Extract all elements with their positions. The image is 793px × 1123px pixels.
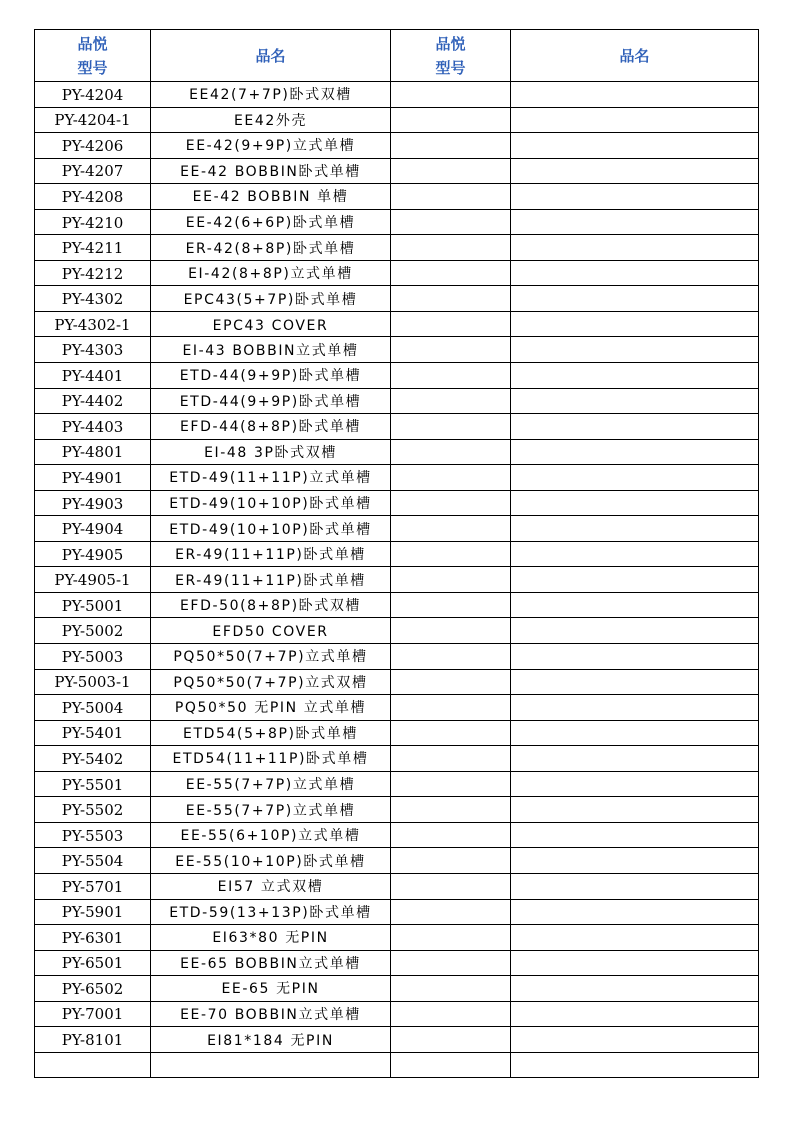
- model-text: PY-4303: [61, 341, 124, 360]
- table-row: [35, 771, 759, 797]
- name2-cell: [511, 1052, 759, 1078]
- name-text: EE-70 BOBBIN立式单槽: [180, 1006, 361, 1023]
- name-cell: [151, 899, 391, 925]
- model-cell: [35, 414, 151, 440]
- table-row: [35, 388, 759, 414]
- model-cell: [35, 541, 151, 567]
- name2-cell: [511, 158, 759, 184]
- model-text: PY-5503: [61, 826, 124, 845]
- model2-cell: [391, 669, 511, 695]
- name-text: ER-49(11+11P)卧式单槽: [175, 572, 366, 589]
- header-model2-top: 品悦: [435, 34, 466, 53]
- name-text: EE-42 BOBBIN卧式单槽: [180, 163, 361, 180]
- name-text: EI-43 BOBBIN立式单槽: [182, 342, 359, 359]
- model2-cell: [391, 133, 511, 159]
- model2-cell: [391, 873, 511, 899]
- name2-cell: [511, 746, 759, 772]
- model2-cell: [391, 644, 511, 670]
- name2-cell: [511, 976, 759, 1002]
- header-row: [35, 30, 759, 82]
- name-text: ETD-49(10+10P)卧式单槽: [169, 521, 372, 538]
- model-text: PY-5001: [61, 596, 124, 615]
- model2-cell: [391, 720, 511, 746]
- name2-cell: [511, 388, 759, 414]
- name-cell: [151, 1027, 391, 1053]
- model-text: PY-4401: [61, 366, 124, 385]
- name2-cell: [511, 465, 759, 491]
- table-row: [35, 363, 759, 389]
- table-row: [35, 465, 759, 491]
- model-cell: [35, 337, 151, 363]
- model-text: PY-6501: [61, 954, 124, 973]
- model2-cell: [391, 388, 511, 414]
- name2-cell: [511, 925, 759, 951]
- name-cell: [151, 82, 391, 108]
- model-text: PY-5003-1: [54, 673, 131, 692]
- name-cell: [151, 158, 391, 184]
- header-model-cell: [35, 30, 151, 82]
- model-text: PY-5004: [61, 698, 124, 717]
- name-cell: [151, 592, 391, 618]
- name2-cell: [511, 771, 759, 797]
- model2-cell: [391, 695, 511, 721]
- model-cell: [35, 311, 151, 337]
- model2-cell: [391, 950, 511, 976]
- name-cell: [151, 311, 391, 337]
- model2-cell: [391, 771, 511, 797]
- name-cell: [151, 567, 391, 593]
- name-text: EI-42(8+8P)立式单槽: [188, 266, 353, 283]
- name-cell: [151, 465, 391, 491]
- name2-cell: [511, 644, 759, 670]
- model-cell: [35, 465, 151, 491]
- name2-cell: [511, 235, 759, 261]
- model2-cell: [391, 541, 511, 567]
- name2-cell: [511, 1027, 759, 1053]
- name-cell: [151, 286, 391, 312]
- model-text: PY-4204: [61, 85, 124, 104]
- name-cell: [151, 1052, 391, 1078]
- name-text: EE-42 BOBBIN 单槽: [192, 189, 349, 206]
- name-text: EE-55(10+10P)卧式单槽: [175, 853, 366, 870]
- model-text: PY-4302: [61, 290, 124, 309]
- model-cell: [35, 822, 151, 848]
- table-row: [35, 107, 759, 133]
- name2-cell: [511, 490, 759, 516]
- model-text: PY-5701: [61, 877, 124, 896]
- table-row: [35, 669, 759, 695]
- name2-cell: [511, 184, 759, 210]
- name-cell: [151, 873, 391, 899]
- table-row: [35, 695, 759, 721]
- name-cell: [151, 771, 391, 797]
- table-row: [35, 490, 759, 516]
- name-text: ER-42(8+8P)卧式单槽: [185, 240, 356, 257]
- table-row: [35, 235, 759, 261]
- name2-cell: [511, 541, 759, 567]
- header-model2-bottom: 型号: [435, 58, 466, 77]
- model-cell: [35, 644, 151, 670]
- table-row: [35, 541, 759, 567]
- name-cell: [151, 260, 391, 286]
- model-text: PY-5401: [61, 724, 124, 743]
- name-text: EPC43(5+7P)卧式单槽: [183, 291, 358, 308]
- header-model-bottom: 型号: [77, 58, 108, 77]
- model-text: PY-4904: [61, 520, 124, 539]
- name2-cell: [511, 363, 759, 389]
- name-text: EFD-44(8+8P)卧式单槽: [179, 419, 362, 436]
- name-cell: [151, 490, 391, 516]
- table-row: [35, 822, 759, 848]
- table-row: [35, 158, 759, 184]
- name-text: EE42(7+7P)卧式双槽: [189, 87, 352, 104]
- name-text: EE-55(6+10P)立式单槽: [180, 828, 361, 845]
- model-cell: [35, 925, 151, 951]
- name-cell: [151, 976, 391, 1002]
- name-text: EI-48 3P卧式双槽: [204, 444, 337, 461]
- model-cell: [35, 235, 151, 261]
- model-cell: [35, 439, 151, 465]
- name-cell: [151, 669, 391, 695]
- name-cell: [151, 848, 391, 874]
- name-text: EI63*80 无PIN: [212, 930, 329, 947]
- table-row: [35, 414, 759, 440]
- name2-cell: [511, 592, 759, 618]
- name-text: PQ50*50 无PIN 立式单槽: [174, 700, 367, 717]
- table-row: [35, 286, 759, 312]
- name2-cell: [511, 133, 759, 159]
- model-text: PY-6502: [61, 979, 124, 998]
- model2-cell: [391, 1001, 511, 1027]
- name2-cell: [511, 899, 759, 925]
- name-text: ETD-44(9+9P)卧式单槽: [179, 393, 362, 410]
- model-text: PY-5002: [61, 622, 124, 641]
- name-cell: [151, 746, 391, 772]
- table-row: [35, 644, 759, 670]
- name2-cell: [511, 414, 759, 440]
- model-text: PY-4207: [61, 162, 124, 181]
- name-cell: [151, 695, 391, 721]
- model-cell: [35, 184, 151, 210]
- name-cell: [151, 235, 391, 261]
- table-row: [35, 311, 759, 337]
- model2-cell: [391, 209, 511, 235]
- name2-cell: [511, 82, 759, 108]
- table-row: [35, 746, 759, 772]
- name-cell: [151, 822, 391, 848]
- model-cell: [35, 1052, 151, 1078]
- model-text: PY-5402: [61, 749, 124, 768]
- name-cell: [151, 1001, 391, 1027]
- model2-cell: [391, 311, 511, 337]
- name-text: ER-49(11+11P)卧式单槽: [175, 547, 366, 564]
- name-cell: [151, 797, 391, 823]
- table-row: [35, 925, 759, 951]
- model-text: PY-4801: [61, 443, 124, 462]
- header-name2: 品名: [619, 46, 650, 65]
- model-cell: [35, 1027, 151, 1053]
- model-cell: [35, 669, 151, 695]
- name2-cell: [511, 260, 759, 286]
- model2-cell: [391, 107, 511, 133]
- table-row: [35, 1001, 759, 1027]
- name-cell: [151, 644, 391, 670]
- model-text: PY-6301: [61, 928, 124, 947]
- model-text: PY-4302-1: [54, 315, 131, 334]
- model-text: PY-5504: [61, 852, 124, 871]
- table-row: [35, 439, 759, 465]
- model2-cell: [391, 260, 511, 286]
- model-cell: [35, 286, 151, 312]
- name2-cell: [511, 1001, 759, 1027]
- model-cell: [35, 1001, 151, 1027]
- model2-cell: [391, 490, 511, 516]
- model2-cell: [391, 286, 511, 312]
- model-text: PY-4403: [61, 417, 124, 436]
- model-cell: [35, 592, 151, 618]
- table-row: [35, 873, 759, 899]
- name-text: PQ50*50(7+7P)立式单槽: [173, 649, 368, 666]
- name-text: EFD-50(8+8P)卧式双槽: [179, 598, 362, 615]
- model2-cell: [391, 465, 511, 491]
- model-cell: [35, 516, 151, 542]
- model-text: PY-5501: [61, 775, 124, 794]
- model-text: PY-5502: [61, 801, 124, 820]
- model2-cell: [391, 746, 511, 772]
- name-text: EE-42(6+6P)卧式单槽: [185, 215, 356, 231]
- model2-cell: [391, 337, 511, 363]
- name-cell: [151, 133, 391, 159]
- model2-cell: [391, 567, 511, 593]
- table-row: [35, 260, 759, 286]
- model-text: PY-8101: [61, 1031, 124, 1049]
- model-text: PY-4905: [61, 545, 124, 564]
- model-text: PY-5003: [61, 647, 124, 666]
- model-cell: [35, 899, 151, 925]
- table-row: [35, 209, 759, 235]
- model2-cell: [391, 848, 511, 874]
- model-cell: [35, 848, 151, 874]
- name2-cell: [511, 311, 759, 337]
- name2-cell: [511, 848, 759, 874]
- model-text: PY-4402: [61, 392, 124, 411]
- name-text: ETD54(5+8P)卧式单槽: [183, 725, 358, 742]
- model2-cell: [391, 592, 511, 618]
- name2-cell: [511, 209, 759, 235]
- table-row: [35, 848, 759, 874]
- model2-cell: [391, 414, 511, 440]
- model-cell: [35, 158, 151, 184]
- model-cell: [35, 107, 151, 133]
- model2-cell: [391, 899, 511, 925]
- name-text: ETD-59(13+13P)卧式单槽: [169, 904, 372, 921]
- model-text: PY-4903: [61, 494, 124, 513]
- name-cell: [151, 337, 391, 363]
- table-row: [35, 720, 759, 746]
- name-cell: [151, 950, 391, 976]
- table-row: [35, 1027, 759, 1053]
- table-row: [35, 976, 759, 1002]
- model-cell: [35, 695, 151, 721]
- table-row: [35, 797, 759, 823]
- table-row: [35, 899, 759, 925]
- name-text: ETD-44(9+9P)卧式单槽: [179, 368, 362, 385]
- header-name: 品名: [255, 46, 286, 65]
- name2-cell: [511, 797, 759, 823]
- model2-cell: [391, 618, 511, 644]
- name-cell: [151, 363, 391, 389]
- name-cell: [151, 184, 391, 210]
- model-cell: [35, 490, 151, 516]
- model-cell: [35, 260, 151, 286]
- header-name2-cell: [511, 30, 759, 82]
- name-cell: [151, 720, 391, 746]
- model2-cell: [391, 235, 511, 261]
- name-text: ETD-49(10+10P)卧式单槽: [169, 496, 372, 513]
- model-text: PY-4212: [61, 264, 124, 283]
- name2-cell: [511, 107, 759, 133]
- name-text: PQ50*50(7+7P)立式双槽: [173, 674, 368, 691]
- model-text: PY-5901: [61, 903, 124, 922]
- model-text: PY-4211: [61, 239, 124, 258]
- table-row: [35, 1052, 759, 1078]
- model2-cell: [391, 516, 511, 542]
- model-cell: [35, 82, 151, 108]
- name-text: EE42外壳: [233, 112, 308, 129]
- model-cell: [35, 209, 151, 235]
- model-cell: [35, 618, 151, 644]
- name-cell: [151, 541, 391, 567]
- model-cell: [35, 133, 151, 159]
- model2-cell: [391, 925, 511, 951]
- model2-cell: [391, 82, 511, 108]
- table-row: [35, 516, 759, 542]
- name-text: EE-55(7+7P)立式单槽: [185, 802, 356, 819]
- name-cell: [151, 516, 391, 542]
- model-text: PY-4204-1: [54, 111, 131, 130]
- table-row: [35, 592, 759, 618]
- header-name-cell: [151, 30, 391, 82]
- name-text: EE-55(7+7P)立式单槽: [185, 777, 356, 794]
- model-cell: [35, 771, 151, 797]
- name2-cell: [511, 873, 759, 899]
- model-text: PY-4208: [61, 187, 124, 206]
- name-text: EFD50 COVER: [212, 624, 329, 641]
- name-text: EE-42(9+9P)立式单槽: [185, 138, 356, 155]
- name-cell: [151, 388, 391, 414]
- name-text: ETD54(11+11P)卧式单槽: [172, 751, 369, 768]
- model2-cell: [391, 363, 511, 389]
- name2-cell: [511, 516, 759, 542]
- name-text: EI81*184 无PIN: [207, 1032, 334, 1049]
- name2-cell: [511, 669, 759, 695]
- name2-cell: [511, 337, 759, 363]
- name2-cell: [511, 720, 759, 746]
- model-cell: [35, 363, 151, 389]
- name-text: ETD-49(11+11P)立式单槽: [169, 470, 372, 487]
- name2-cell: [511, 286, 759, 312]
- name2-cell: [511, 567, 759, 593]
- header-model2-cell: [391, 30, 511, 82]
- model-text: PY-4901: [61, 468, 124, 487]
- name-cell: [151, 925, 391, 951]
- name-cell: [151, 439, 391, 465]
- name-cell: [151, 209, 391, 235]
- model-text: PY-4905-1: [54, 571, 131, 590]
- model-cell: [35, 746, 151, 772]
- name-text: EE-65 BOBBIN立式单槽: [180, 955, 361, 972]
- header-model-top: 品悦: [77, 34, 108, 53]
- name2-cell: [511, 695, 759, 721]
- model2-cell: [391, 797, 511, 823]
- model-text: PY-7001: [61, 1005, 124, 1024]
- model2-cell: [391, 184, 511, 210]
- name-cell: [151, 107, 391, 133]
- model2-cell: [391, 439, 511, 465]
- model2-cell: [391, 822, 511, 848]
- table-row: [35, 950, 759, 976]
- table-row: [35, 82, 759, 108]
- model2-cell: [391, 1052, 511, 1078]
- table-row: [35, 567, 759, 593]
- model-cell: [35, 567, 151, 593]
- model2-cell: [391, 1027, 511, 1053]
- product-table: [34, 29, 759, 1078]
- name-cell: [151, 414, 391, 440]
- model-cell: [35, 873, 151, 899]
- model-text: PY-4206: [61, 136, 124, 155]
- model-text: PY-4210: [61, 213, 124, 232]
- name-text: EPC43 COVER: [212, 317, 329, 334]
- model-cell: [35, 388, 151, 414]
- table-row: [35, 618, 759, 644]
- table-row: [35, 184, 759, 210]
- name2-cell: [511, 950, 759, 976]
- model2-cell: [391, 976, 511, 1002]
- name2-cell: [511, 618, 759, 644]
- model-cell: [35, 797, 151, 823]
- table-row: [35, 133, 759, 159]
- model-cell: [35, 720, 151, 746]
- name2-cell: [511, 439, 759, 465]
- model-cell: [35, 976, 151, 1002]
- table-row: [35, 337, 759, 363]
- name-text: EE-65 无PIN: [221, 981, 320, 998]
- model2-cell: [391, 158, 511, 184]
- name2-cell: [511, 822, 759, 848]
- model-cell: [35, 950, 151, 976]
- name-text: EI57 立式双槽: [217, 879, 324, 896]
- name-cell: [151, 618, 391, 644]
